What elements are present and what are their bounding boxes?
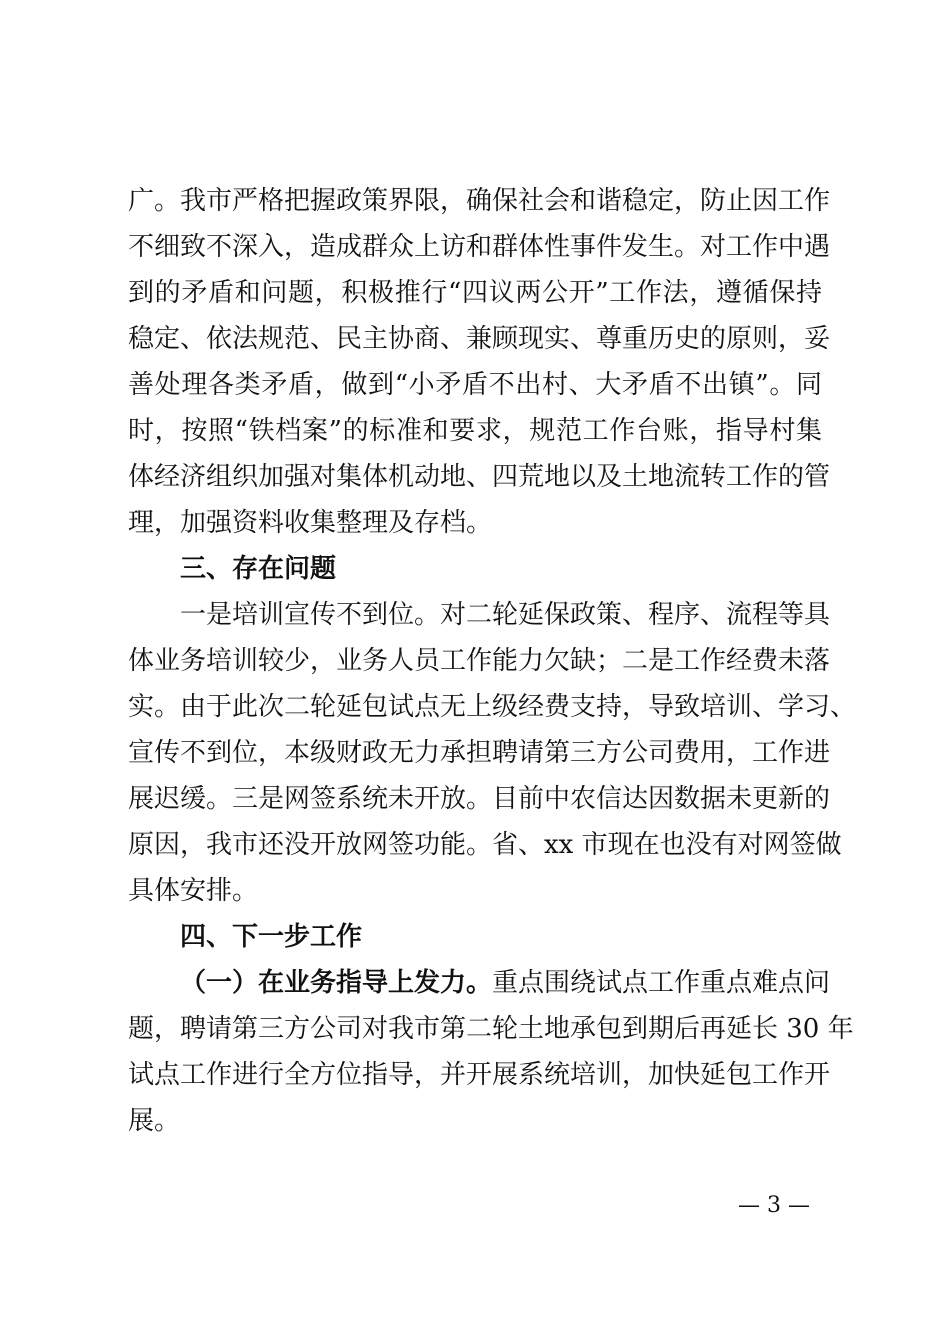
paragraph-text: 重点围绕试点工作重点难点问 xyxy=(492,968,831,998)
paragraph-line: 体经济组织加强对集体机动地、四荒地以及土地流转工作的管 xyxy=(128,462,831,492)
paragraph-line: 到的矛盾和问题，积极推行“四议两公开”工作法，遵循保持 xyxy=(128,278,822,308)
paragraph-line: 试点工作进行全方位指导，并开展系统培训，加快延包工作开 xyxy=(128,1060,831,1090)
paragraph-line: 体业务培训较少，业务人员工作能力欠缺；二是工作经费未落 xyxy=(128,646,831,676)
paragraph-line: 具体安排。 xyxy=(128,876,259,906)
paragraph-line: 理，加强资料收集整理及存档。 xyxy=(128,508,493,538)
paragraph-line xyxy=(128,960,831,1006)
paragraph-line: 题，聘请第三方公司对我市第二轮土地承包到期后再延长 30 年 xyxy=(128,1014,854,1044)
paragraph-line: 展迟缓。三是网签系统未开放。目前中农信达因数据未更新的 xyxy=(128,784,831,814)
paragraph-line: 宣传不到位，本级财政无力承担聘请第三方公司费用，工作进 xyxy=(128,738,831,768)
paragraph-line: 实。由于此次二轮延包试点无上级经费支持，导致培训、学习、 xyxy=(128,692,857,722)
paragraph-line: 展。 xyxy=(128,1106,181,1136)
paragraph-line: 不细致不深入，造成群众上访和群体性事件发生。对工作中遇 xyxy=(128,232,831,262)
paragraph-line: 善处理各类矛盾，做到“小矛盾不出村、大矛盾不出镇”。同 xyxy=(128,370,822,400)
paragraph-line: 一是培训宣传不到位。对二轮延保政策、程序、流程等具 xyxy=(180,600,831,630)
section-heading-4: 四、下一步工作 xyxy=(180,922,363,952)
paragraph-line: 原因，我市还没开放网签功能。省、xx 市现在也没有对网签做 xyxy=(128,830,842,860)
section-heading-3: 三、存在问题 xyxy=(180,554,337,584)
subsection-heading: （一）在业务指导上发力。 xyxy=(180,968,493,998)
paragraph-line: 时，按照“铁档案”的标准和要求，规范工作台账，指导村集 xyxy=(128,416,822,446)
page-number: — 3 — xyxy=(738,1193,810,1218)
document-body xyxy=(128,178,857,1144)
paragraph-line: 稳定、依法规范、民主协商、兼顾现实、尊重历史的原则，妥 xyxy=(128,324,831,354)
paragraph-line: 广。我市严格把握政策界限，确保社会和谐稳定，防止因工作 xyxy=(128,186,831,216)
